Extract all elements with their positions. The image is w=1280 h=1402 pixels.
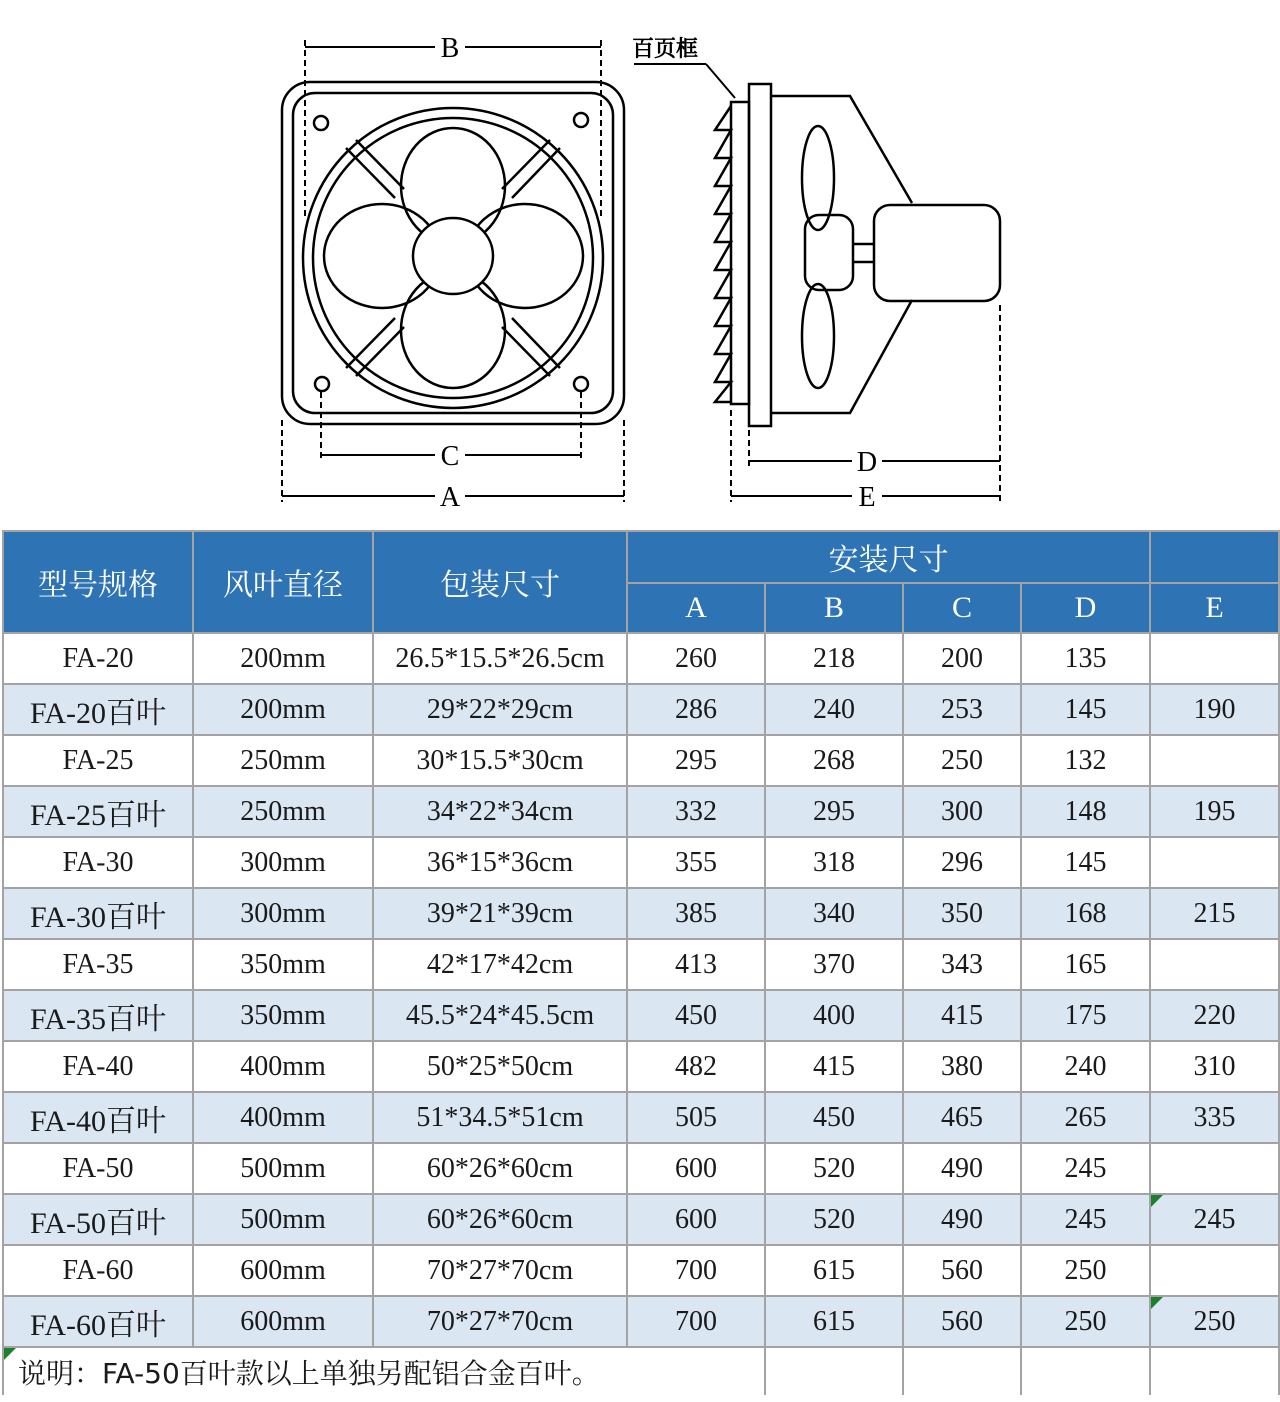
cell-blade: 200mm — [193, 684, 373, 735]
fan-dimension-diagram — [0, 0, 1280, 530]
cell-model: FA-60百叶 — [3, 1296, 193, 1347]
cell-model: FA-50 — [3, 1143, 193, 1194]
cell-d: 135 — [1021, 633, 1150, 684]
cell-d: 132 — [1021, 735, 1150, 786]
cell-c: 253 — [903, 684, 1021, 735]
header-model: 型号规格 — [3, 531, 193, 633]
cell-b: 520 — [765, 1143, 903, 1194]
cell-c: 296 — [903, 837, 1021, 888]
cell-blade: 350mm — [193, 939, 373, 990]
cell-blade: 250mm — [193, 786, 373, 837]
table-row — [3, 633, 1279, 684]
cell-package: 36*15*36cm — [373, 837, 627, 888]
dim-d-label: D — [856, 447, 878, 478]
cell-c: 380 — [903, 1041, 1021, 1092]
cell-c: 560 — [903, 1245, 1021, 1296]
header-blade-diameter: 风叶直径 — [193, 531, 373, 633]
table-row — [3, 1245, 1279, 1296]
cell-model: FA-25百叶 — [3, 786, 193, 837]
cell-package: 60*26*60cm — [373, 1194, 627, 1245]
dim-a-label: A — [439, 482, 461, 513]
header-col-e: E — [1150, 583, 1279, 633]
header-col-d: D — [1021, 583, 1150, 633]
cell-c: 490 — [903, 1194, 1021, 1245]
cell-c: 465 — [903, 1092, 1021, 1143]
cell-d: 145 — [1021, 837, 1150, 888]
cell-c: 560 — [903, 1296, 1021, 1347]
cell-package: 60*26*60cm — [373, 1143, 627, 1194]
cell-package: 45.5*24*45.5cm — [373, 990, 627, 1041]
cell-d: 265 — [1021, 1092, 1150, 1143]
cell-a: 355 — [627, 837, 765, 888]
table-row — [3, 990, 1279, 1041]
cell-package: 39*21*39cm — [373, 888, 627, 939]
cell-a: 332 — [627, 786, 765, 837]
cell-a: 286 — [627, 684, 765, 735]
cell-package: 34*22*34cm — [373, 786, 627, 837]
table-row — [3, 837, 1279, 888]
cell-d: 175 — [1021, 990, 1150, 1041]
dim-e-label: E — [858, 482, 876, 513]
header-package-size: 包装尺寸 — [373, 531, 627, 633]
cell-a: 482 — [627, 1041, 765, 1092]
note-empty-cell — [765, 1347, 903, 1395]
cell-c: 490 — [903, 1143, 1021, 1194]
cell-package: 50*25*50cm — [373, 1041, 627, 1092]
cell-d: 245 — [1021, 1194, 1150, 1245]
cell-blade: 600mm — [193, 1245, 373, 1296]
cell-blade: 350mm — [193, 990, 373, 1041]
cell-model: FA-35 — [3, 939, 193, 990]
cell-a: 413 — [627, 939, 765, 990]
spec-table — [2, 530, 1280, 1395]
table-row — [3, 1296, 1279, 1347]
cell-e: 195 — [1150, 786, 1279, 837]
cell-package: 51*34.5*51cm — [373, 1092, 627, 1143]
front-view — [282, 82, 624, 424]
cell-b: 318 — [765, 837, 903, 888]
header-install-size: 安装尺寸 — [627, 531, 1150, 583]
cell-blade: 500mm — [193, 1143, 373, 1194]
cell-a: 600 — [627, 1194, 765, 1245]
cell-a: 700 — [627, 1296, 765, 1347]
cell-b: 340 — [765, 888, 903, 939]
side-view — [634, 64, 1000, 426]
cell-a: 385 — [627, 888, 765, 939]
dim-c-label: C — [440, 441, 460, 472]
table-row — [3, 1143, 1279, 1194]
cell-model: FA-50百叶 — [3, 1194, 193, 1245]
spec-table-body — [3, 633, 1279, 1395]
cell-model: FA-60 — [3, 1245, 193, 1296]
cell-b: 295 — [765, 786, 903, 837]
cell-b: 240 — [765, 684, 903, 735]
table-row — [3, 786, 1279, 837]
cell-b: 268 — [765, 735, 903, 786]
cell-package: 70*27*70cm — [373, 1245, 627, 1296]
header-col-b: B — [765, 583, 903, 633]
cell-e: 220 — [1150, 990, 1279, 1041]
cell-e — [1150, 939, 1279, 990]
cell-b: 520 — [765, 1194, 903, 1245]
cell-a: 700 — [627, 1245, 765, 1296]
louver-frame-callout: 百页框 — [632, 37, 699, 62]
cell-c: 415 — [903, 990, 1021, 1041]
dim-b-label: B — [440, 33, 460, 64]
cell-e: 310 — [1150, 1041, 1279, 1092]
header-col-a: A — [627, 583, 765, 633]
cell-blade: 300mm — [193, 888, 373, 939]
cell-e — [1150, 633, 1279, 684]
cell-blade: 300mm — [193, 837, 373, 888]
cell-d: 148 — [1021, 786, 1150, 837]
cell-blade: 500mm — [193, 1194, 373, 1245]
cell-model: FA-20 — [3, 633, 193, 684]
cell-c: 350 — [903, 888, 1021, 939]
cell-package: 70*27*70cm — [373, 1296, 627, 1347]
header-col-c: C — [903, 583, 1021, 633]
cell-d: 250 — [1021, 1245, 1150, 1296]
note-row — [3, 1347, 1279, 1395]
cell-b: 218 — [765, 633, 903, 684]
cell-e — [1150, 1143, 1279, 1194]
cell-model: FA-20百叶 — [3, 684, 193, 735]
table-row — [3, 1092, 1279, 1143]
cell-blade: 400mm — [193, 1041, 373, 1092]
cell-b: 615 — [765, 1245, 903, 1296]
note-text: 说明：FA-50百叶款以上单独另配铝合金百叶。 — [3, 1347, 765, 1395]
cell-e: 215 — [1150, 888, 1279, 939]
cell-model: FA-30百叶 — [3, 888, 193, 939]
cell-e: 250 — [1150, 1296, 1279, 1347]
cell-e — [1150, 735, 1279, 786]
cell-blade: 250mm — [193, 735, 373, 786]
cell-a: 295 — [627, 735, 765, 786]
cell-b: 415 — [765, 1041, 903, 1092]
cell-a: 450 — [627, 990, 765, 1041]
cell-a: 260 — [627, 633, 765, 684]
cell-c: 343 — [903, 939, 1021, 990]
cell-b: 400 — [765, 990, 903, 1041]
cell-model: FA-40百叶 — [3, 1092, 193, 1143]
cell-model: FA-35百叶 — [3, 990, 193, 1041]
cell-blade: 200mm — [193, 633, 373, 684]
cell-package: 42*17*42cm — [373, 939, 627, 990]
cell-e: 190 — [1150, 684, 1279, 735]
table-row — [3, 939, 1279, 990]
cell-d: 165 — [1021, 939, 1150, 990]
cell-blade: 400mm — [193, 1092, 373, 1143]
cell-model: FA-40 — [3, 1041, 193, 1092]
table-row — [3, 888, 1279, 939]
cell-c: 200 — [903, 633, 1021, 684]
table-row — [3, 1194, 1279, 1245]
note-empty-cell — [903, 1347, 1021, 1395]
cell-model: FA-25 — [3, 735, 193, 786]
note-empty-cell — [1021, 1347, 1150, 1395]
cell-e: 335 — [1150, 1092, 1279, 1143]
header-blank — [1150, 531, 1279, 583]
cell-b: 370 — [765, 939, 903, 990]
cell-d: 145 — [1021, 684, 1150, 735]
cell-d: 240 — [1021, 1041, 1150, 1092]
cell-package: 26.5*15.5*26.5cm — [373, 633, 627, 684]
cell-b: 615 — [765, 1296, 903, 1347]
cell-d: 250 — [1021, 1296, 1150, 1347]
table-row — [3, 1041, 1279, 1092]
cell-e — [1150, 837, 1279, 888]
cell-blade: 600mm — [193, 1296, 373, 1347]
cell-package: 29*22*29cm — [373, 684, 627, 735]
cell-d: 245 — [1021, 1143, 1150, 1194]
cell-c: 300 — [903, 786, 1021, 837]
cell-a: 600 — [627, 1143, 765, 1194]
cell-b: 450 — [765, 1092, 903, 1143]
cell-e: 245 — [1150, 1194, 1279, 1245]
table-row — [3, 684, 1279, 735]
note-empty-cell — [1150, 1347, 1279, 1395]
cell-d: 168 — [1021, 888, 1150, 939]
cell-a: 505 — [627, 1092, 765, 1143]
cell-c: 250 — [903, 735, 1021, 786]
cell-model: FA-30 — [3, 837, 193, 888]
cell-package: 30*15.5*30cm — [373, 735, 627, 786]
table-row — [3, 735, 1279, 786]
cell-e — [1150, 1245, 1279, 1296]
